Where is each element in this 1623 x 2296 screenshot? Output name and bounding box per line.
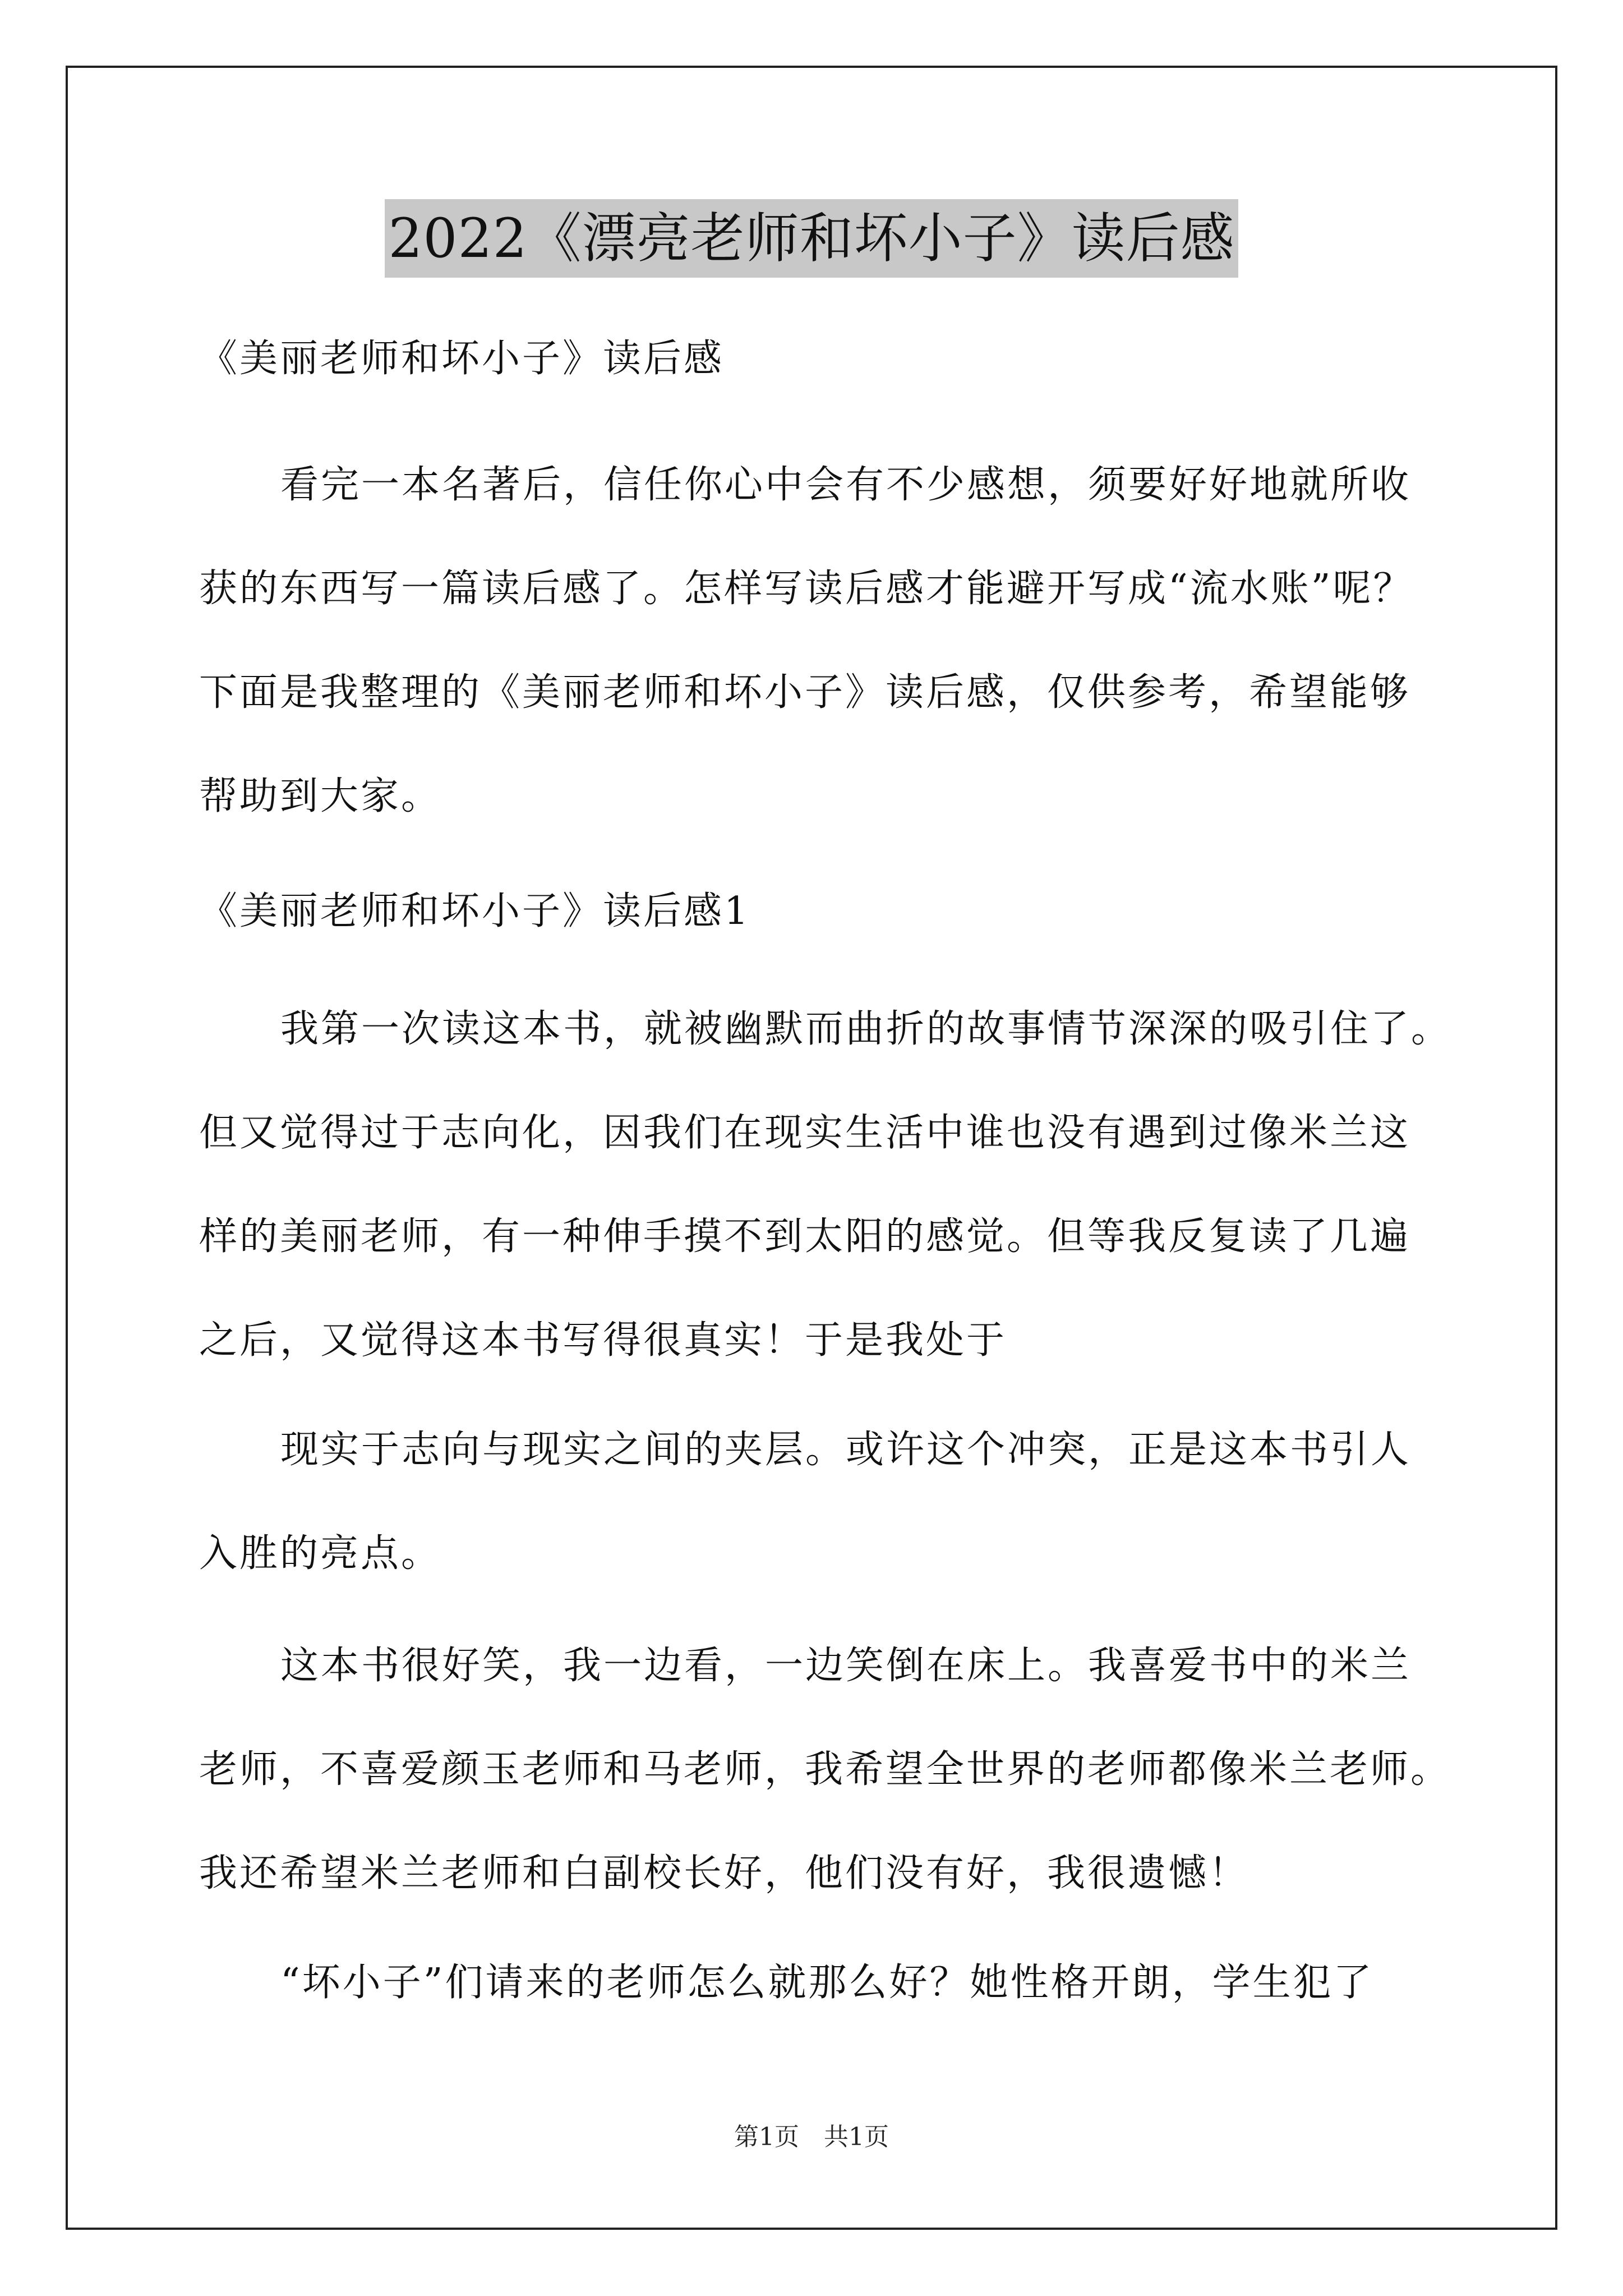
- section-heading: 《美丽老师和坏小子》读后感: [199, 337, 725, 381]
- title-container: [0, 199, 1623, 278]
- paragraph-line: 下面是我整理的《美丽老师和坏小子》读后感，仅供参考，希望能够: [199, 670, 1411, 715]
- paragraph-line: 样的美丽老师，有一种伸手摸不到太阳的感觉。但等我反复读了几遍: [199, 1214, 1411, 1259]
- paragraph-line: 获的东西写一篇读后感了。怎样写读后感才能避开写成“流水账”呢？: [199, 567, 1414, 611]
- paragraph-line: 我第一次读这本书，就被幽默而曲折的故事情节深深的吸引住了。: [280, 1007, 1452, 1051]
- paragraph-line: 入胜的亮点。: [199, 1531, 442, 1576]
- paragraph-line: “坏小子”们请来的老师怎么就那么好？她性格开朗，学生犯了: [280, 1961, 1374, 2005]
- paragraph-line: 帮助到大家。: [199, 774, 442, 818]
- paragraph-line: 老师，不喜爱颜玉老师和马老师，我希望全世界的老师都像米兰老师。: [199, 1747, 1451, 1792]
- paragraph-line: 看完一本名著后，信任你心中会有不少感想，须要好好地就所收: [280, 463, 1412, 507]
- section-heading: 《美丽老师和坏小子》读后感1: [199, 889, 751, 933]
- paragraph-line: 但又觉得过于志向化，因我们在现实生活中谁也没有遇到过像米兰这: [199, 1111, 1411, 1155]
- page-footer: 第1页 共1页: [734, 2123, 889, 2151]
- paragraph-line: 我还希望米兰老师和白副校长好，他们没有好，我很遗憾！: [199, 1851, 1249, 1895]
- paragraph-line: 现实于志向与现实之间的夹层。或许这个冲突，正是这本书引人: [280, 1428, 1412, 1472]
- paragraph-line: 之后，又觉得这本书写得很真实！于是我处于: [199, 1318, 1007, 1363]
- paragraph-line: 这本书很好笑，我一边看，一边笑倒在床上。我喜爱书中的米兰: [280, 1644, 1412, 1688]
- document-title: 2022《漂亮老师和坏小子》读后感: [385, 199, 1238, 278]
